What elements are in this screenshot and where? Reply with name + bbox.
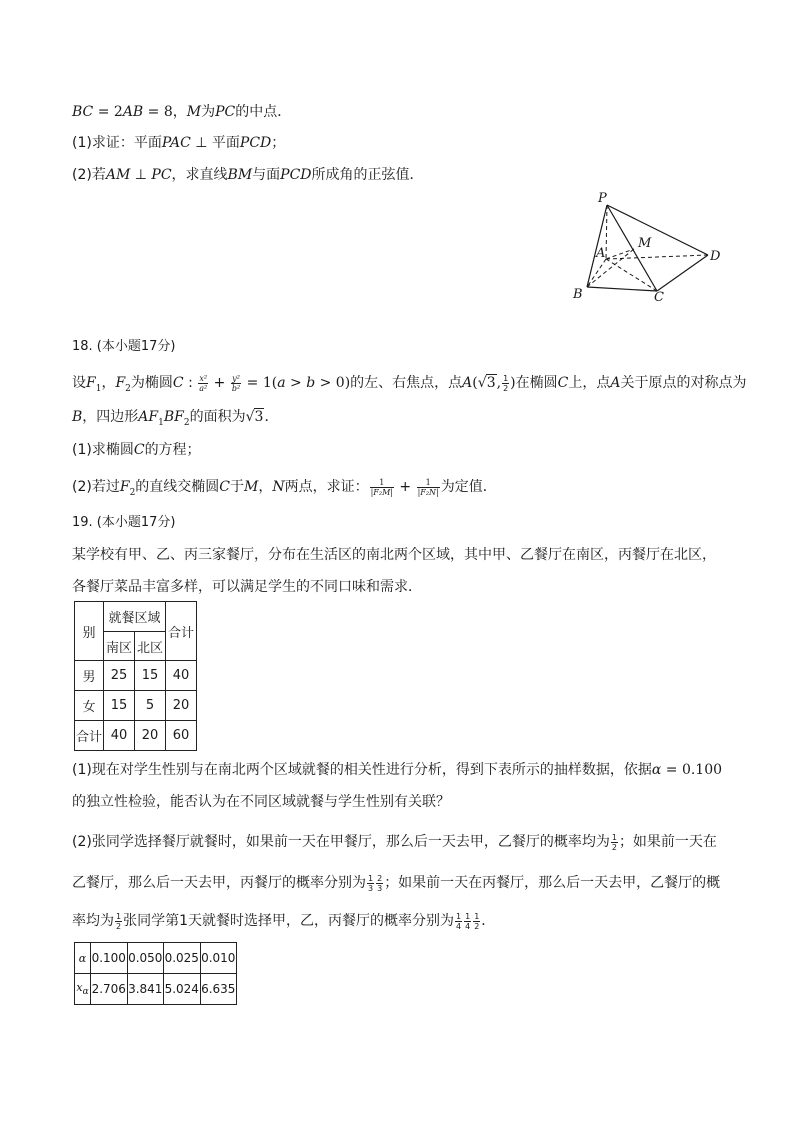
text: 的面积为: [189, 409, 246, 425]
math-b-point: B: [72, 409, 83, 425]
text: 两点，求证：: [284, 479, 369, 495]
text: 于: [230, 479, 245, 495]
text: 与面: [252, 167, 281, 183]
table-row: α 0.100 0.050 0.025 0.010: [75, 943, 237, 974]
math-alpha: α: [651, 762, 662, 778]
math-n: N: [272, 479, 285, 495]
text: ，: [101, 375, 116, 391]
q18-header: 18. (本小题17分): [72, 339, 176, 354]
critical-value-table: [74, 942, 237, 1005]
text: 为椭圆: [130, 375, 173, 391]
q19-intro-line2: 各餐厅菜品丰富多样，可以满足学生的不同口味和需求．: [72, 579, 422, 595]
text: ，: [172, 104, 187, 120]
segment-bm: [587, 249, 634, 287]
q18-line1: 设$F_1$，$F_2$为椭圆C : $\frac{\text{x²}}{\text{a²}}$ + $\frac{\text{y²}}{\text{b²}}$ = 1(a > b > 0)的左、右焦点，点A(√3, $\frac{1}{2}$ )在椭圆C上，点A关于原点的对称点为: [72, 373, 747, 394]
text: ；: [271, 135, 286, 151]
text: +: [394, 479, 416, 495]
math-pac: PAC: [161, 135, 191, 151]
sqrt-3: 3: [486, 375, 496, 391]
text: (2)若过: [72, 479, 120, 495]
text: (1)求椭圆: [72, 442, 134, 458]
label-d: D: [710, 249, 721, 264]
fraction: $\frac{1}{3}$: [368, 873, 374, 893]
text: ；如果前一天在: [618, 834, 717, 850]
edge-pa: [606, 205, 607, 259]
fraction-half: $\frac{1}{2}$: [503, 373, 509, 393]
text: 关于原点的对称点为: [620, 375, 747, 391]
table-row: $x_\alpha$ 2.706 3.841 5.024 6.635: [75, 974, 237, 1005]
header-gender: 别: [75, 602, 104, 661]
text: (1)求证：平面: [72, 135, 162, 151]
text: 张同学第1天就餐时选择甲，乙，丙餐厅的概率分别为: [123, 913, 454, 929]
fraction-f2n: $\frac{1}{\text{|F₂N|}}$: [417, 477, 439, 497]
text: >: [285, 375, 307, 391]
header-alpha: α: [75, 943, 91, 974]
sqrt-symbol: √: [245, 409, 255, 425]
text: (2)若: [72, 167, 106, 183]
text: 的方程；: [144, 442, 201, 458]
contingency-table: [74, 601, 197, 751]
math-pc: PC: [151, 167, 172, 183]
table-row: 男 25 15 40: [75, 661, 197, 691]
header-x-alpha: $x_\alpha$: [75, 974, 91, 1005]
label-p: P: [598, 191, 607, 206]
perp-symbol: ⊥: [130, 167, 152, 183]
text: 上，点: [568, 375, 611, 391]
math-m: M: [244, 479, 259, 495]
header-total: 合计: [166, 602, 197, 661]
fraction: $\frac{2}{3}$: [377, 873, 383, 893]
edge-cd: [657, 255, 708, 291]
q18-part1: [72, 440, 201, 460]
text: ，四边形: [82, 409, 139, 425]
q19-header: 19. (本小题17分): [72, 515, 176, 530]
text: 为定值．: [440, 479, 497, 495]
text: 的直线交椭圆: [135, 479, 220, 495]
subscript: 1: [95, 383, 102, 394]
math-pcd: PCD: [239, 135, 272, 151]
header-region: 就餐区域: [104, 602, 166, 632]
text: (1)现在对学生性别与在南北两个区域就餐的相关性进行分析，得到下表所示的抽样数据，依据: [72, 762, 652, 778]
math-c: C: [557, 375, 569, 391]
label-a: A: [596, 246, 606, 261]
fraction: $\frac{1}{2}$: [116, 911, 122, 931]
math-f: F: [115, 375, 126, 391]
math-f: F: [86, 375, 96, 391]
math-c: C: [172, 375, 184, 391]
header-north: 北区: [135, 632, 166, 661]
text: 为: [201, 104, 216, 120]
text: ，求直线: [171, 167, 228, 183]
text: 所成角的正弦值．: [311, 167, 424, 183]
fraction-f2m: $\frac{1}{\text{|F₂M|}}$: [370, 477, 393, 497]
math-b: b: [306, 375, 316, 391]
text: ；如果前一天在丙餐厅，那么后一天去甲，乙餐厅的概: [384, 875, 721, 891]
math-a-point: A: [610, 375, 621, 391]
text: ．: [481, 913, 496, 929]
q17-part2: [72, 165, 424, 185]
q17-condition: [72, 102, 291, 122]
label-b: B: [573, 287, 583, 302]
math-c: C: [133, 442, 145, 458]
subscript: 2: [125, 383, 131, 394]
q19-part1-line2: 的独立性检验，能否认为在不同区域就餐与学生性别有关联？: [72, 794, 450, 810]
perp-symbol: ⊥: [190, 135, 212, 151]
math-bc: BC: [72, 104, 94, 120]
text: = 0.100: [661, 762, 723, 778]
label-c: C: [654, 290, 664, 305]
fraction: $\frac{1}{2}$: [474, 911, 480, 931]
math-bm: BM: [227, 167, 253, 183]
fraction: $\frac{1}{4}$: [465, 911, 471, 931]
text: > 0): [315, 375, 351, 391]
text: 平面: [211, 135, 240, 151]
q19-part2-line3: [72, 908, 495, 934]
math-m: M: [186, 104, 202, 120]
fraction: $\frac{1}{2}$: [611, 832, 617, 852]
fraction: $\frac{1}{4}$: [456, 911, 462, 931]
math-am: AM: [105, 167, 131, 183]
q19-intro-line1: 某学校有甲、乙、丙三家餐厅，分布在生活区的南北两个区域，其中甲、乙餐厅在南区，丙餐厅在北区，: [72, 547, 716, 563]
text: 在椭圆: [515, 375, 558, 391]
text: ．: [264, 409, 279, 425]
text: 的中点．: [235, 104, 292, 120]
fraction-y2-b2: $\frac{\text{y²}}{\text{b²}}$: [231, 373, 241, 393]
math-bf: BF: [163, 409, 184, 425]
edge-bc: [587, 287, 657, 291]
label-m: M: [638, 236, 652, 251]
q18-part2: (2)若过$F_2$的直线交椭圆C于M，N两点，求证： $\frac{1}{\text{|F₂M|}}$ + $\frac{1}{\text{|F₂N|}}$ 为定值．: [72, 477, 497, 498]
math-eq: = 8: [143, 104, 173, 120]
text: 的左、右焦点，点: [350, 375, 463, 391]
header-south: 南区: [104, 632, 135, 661]
pyramid-figure: [560, 185, 730, 310]
segment-am: [606, 249, 634, 259]
edge-ad: [606, 255, 708, 259]
sqrt-symbol: √: [477, 375, 487, 391]
text: +: [209, 375, 230, 391]
math-a-point: A: [462, 375, 473, 391]
table-row: 女 15 5 20: [75, 691, 197, 721]
text: (2)张同学选择餐厅就餐时，如果前一天在甲餐厅，那么后一天去甲，乙餐厅的概率均为: [72, 834, 610, 850]
q19-part2-line1: [72, 829, 717, 855]
text: 设: [72, 375, 86, 391]
math-pcd: PCD: [280, 167, 312, 183]
q18-line2: B，四边形$AF_1BF_2$的面积为√3．: [72, 409, 279, 428]
table-row: 合计 40 20 60: [75, 721, 197, 751]
q19-part2-line2: [72, 870, 720, 896]
math-f: F: [119, 479, 130, 495]
math-c: C: [219, 479, 231, 495]
text: :: [183, 375, 198, 391]
sqrt-3: 3: [254, 409, 264, 425]
text: 乙餐厅，那么后一天去甲，丙餐厅的概率分别为: [72, 875, 366, 891]
math-ab: AB: [122, 104, 144, 120]
fraction-x2-a2: $\frac{\text{x²}}{\text{a²}}$: [199, 373, 208, 393]
math-eq: = 2: [93, 104, 123, 120]
math-af: AF: [138, 409, 159, 425]
text: = 1(: [242, 375, 278, 391]
text: ，: [258, 479, 273, 495]
edge-ac: [606, 259, 657, 291]
text: 率均为: [72, 913, 114, 929]
q19-part1-line1: [72, 760, 722, 780]
math-a: a: [277, 375, 286, 391]
q17-part1: [72, 133, 285, 153]
math-pc: PC: [215, 104, 236, 120]
